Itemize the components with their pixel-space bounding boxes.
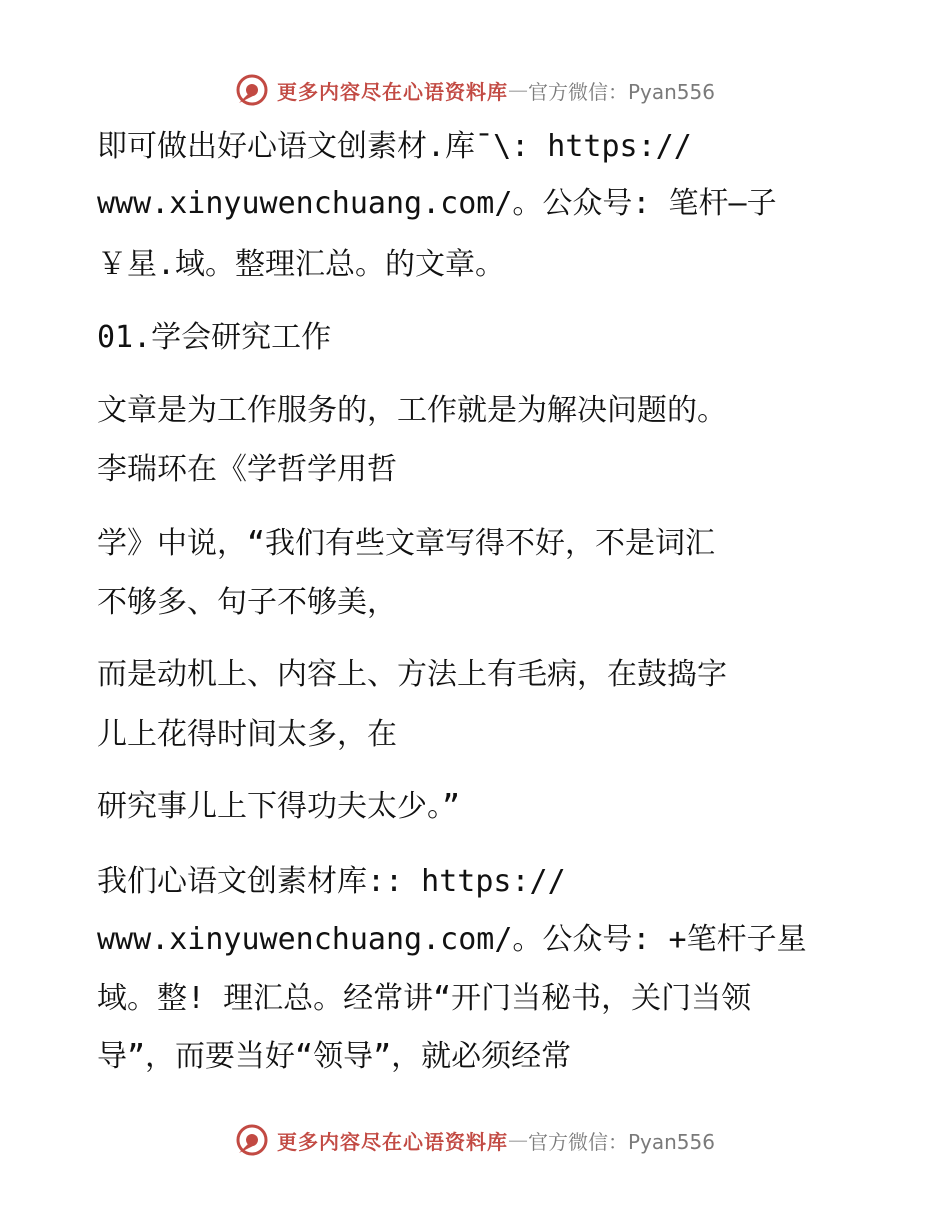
body-line-7: 学》中说，“我们有些文章写得不好，不是词汇 (97, 526, 716, 561)
header-watermark (0, 70, 950, 110)
body-line-2: www.xinyuwenchuang.com/。公众号: 笔杆—子 (97, 186, 777, 221)
body-line-15: 导”，而要当好“领导”，就必须经常 (97, 1039, 572, 1074)
body-line-11: 研究事儿上下得功夫太少。” (97, 789, 461, 824)
body-line-9: 而是动机上、内容上、方法上有毛病，在鼓捣字 (97, 657, 727, 692)
header-watermark-separator: — (507, 78, 528, 102)
body-line-5: 文章是为工作服务的，工作就是为解决问题的。 (97, 393, 727, 428)
header-watermark-contact: 官方微信：Pyan556 (527, 79, 715, 104)
footer-watermark-contact: 官方微信：Pyan556 (527, 1129, 715, 1154)
body-line-12: 我们心语文创素材库:: https:// (97, 864, 566, 899)
body-line-13: www.xinyuwenchuang.com/。公众号: +笔杆子星 (97, 922, 807, 957)
body-line-10: 儿上花得时间太多，在 (97, 717, 397, 752)
footer-watermark (0, 1120, 950, 1160)
pen-logo-icon (235, 1123, 269, 1157)
section-heading: 01.学会研究工作 (97, 320, 332, 355)
header-watermark-title: 更多内容尽在心语资料库 (276, 79, 508, 104)
pen-logo-icon (235, 73, 269, 107)
body-line-1: 即可做出好心语文创素材.库¯\: https:// (97, 129, 692, 164)
body-line-6: 李瑞环在《学哲学用哲 (97, 452, 397, 487)
body-line-3: ￥星.域。整理汇总。的文章。 (97, 247, 506, 282)
body-line-14: 域。整! 理汇总。经常讲“开门当秘书，关门当领 (97, 981, 752, 1016)
footer-watermark-separator: — (507, 1128, 528, 1152)
footer-watermark-title: 更多内容尽在心语资料库 (276, 1129, 508, 1154)
body-line-8: 不够多、句子不够美， (97, 585, 397, 620)
